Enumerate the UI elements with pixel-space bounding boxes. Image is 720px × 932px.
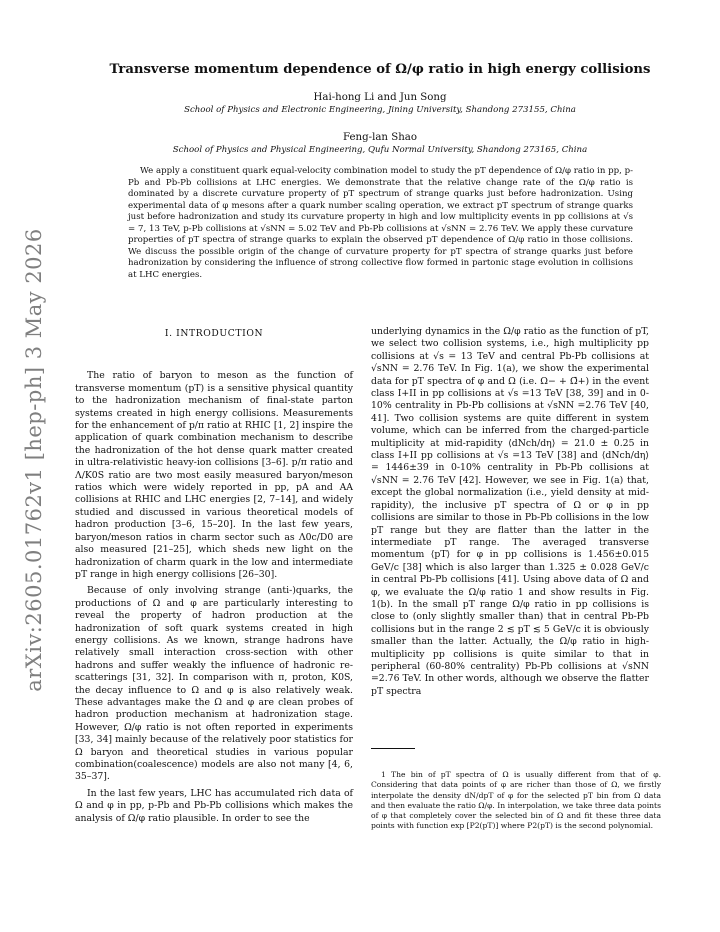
abstract-text: We apply a constituent quark equal-velocity combination model to study the pT dependence of Ω/φ ratio in pp, p-Pb and Pb-Pb collisions at LHC energies. We demonstrate that the relative change rate of the Ω/φ ratio is dominated by a discrete curvature property of pT spectrum of strange quarks just before hadronization. Using experimental data of φ mesons after a quark number scaling operation, we extract pT spectrum of strange quarks just before hadronization and study its curvature property in high and low multiplicity events in pp collisions at √s = 7, 13 TeV, p-Pb collisions at √sNN = 5.02 TeV and Pb-Pb collisions at √sNN = 2.76 TeV. We apply these curvature properties of pT spectra of strange quarks to explain the observed pT dependence of Ω/φ ratio in those collisions. We discuss the possible origin of the change of curvature property for pT spectra of strange quarks just before hadronization by considering the influence of strong collective flow formed in partonic stage evolution in collisions at LHC energies. [128, 166, 633, 280]
affiliation-2: School of Physics and Physical Engineering, Qufu Normal University, Shandong 273165, China [172, 145, 588, 155]
intro-paragraph-1: The ratio of baryon to meson as the function of transverse momentum (pT) is a sensitive physical quantity to the hadronization mechanism of final-state parton systems created in high energy collisions. Measurements for the enhancement of p/π ratio at RHIC [1, 2] inspire the application of quark combination mechanism to describe the hadronization of the hot dense quark matter created in ultra-relativistic heavy-ion collisions [3–6]. p/π ratio and Λ/K0S ratio are two most easily measured baryon/meson ratios which were widely reported in pp, pA and AA collisions at RHIC and LHC energies [2, 7–14], and widely studied and discussed in various theoretical models of hadron production [3–6, 15–20]. In the last few years, baryon/meson ratios in charm sector such as Λ0c/D0 are also measured [21–25], which sheds new light on the hadronization of charm quark in the low and intermediate pT range in high energy collisions [26–30]. [75, 370, 353, 580]
left-column [75, 326, 353, 829]
section-heading: I. INTRODUCTION [164, 328, 264, 339]
footnote-rule [371, 748, 415, 749]
affiliation-1: School of Physics and Electronic Engineering, Jining University, Shandong 273155, China [184, 105, 576, 115]
intro-paragraph-2: Because of only involving strange (anti-)quarks, the productions of Ω and φ are particularly interesting to reveal the property of hadron production at the hadronization of soft quark systems created in high energy collisions. As we known, strange hadrons have relatively small interaction cross-section with other hadrons and suffer weakly the influence of hadronic re-scatterings [31, 32]. In comparison with π, proton, K0S, the decay influence to Ω and φ is also relatively weak. These advantages make the Ω and φ are clean probes of hadron production mechanism at hadronization stage. However, Ω/φ ratio is not often reported in experiments [33, 34] mainly because of the relatively poor statistics for Ω baryon and theoretical studies in various popular combination(coalescence) models are also not many [4, 6, 35–37]. [75, 585, 353, 783]
intro-paragraph-3: In the last few years, LHC has accumulated rich data of Ω and φ in pp, p-Pb and Pb-Pb collisions which makes the analysis of Ω/φ ratio plausible. In order to see the [75, 787, 353, 824]
authors-line-1: Hai-hong Li and Jun Song [313, 92, 447, 103]
right-column [371, 326, 649, 702]
arxiv-identifier [14, 228, 54, 692]
arxiv-id-text: arXiv:2605.01762v1 [hep-ph] 3 May 2026 [22, 228, 46, 692]
intro-paragraph-continued: underlying dynamics in the Ω/φ ratio as the function of pT, we select two collision systems, i.e., high multiplicity pp collisions at √s = 13 TeV and central Pb-Pb collisions at √sNN = 2.76 TeV. In Fig. 1(a), we show the experimental data for pT spectra of φ and Ω (i.e. Ω− + Ω̄+) in the event class I+II in pp collisions at √s =13 TeV [38, 39] and in 0-10% centrality in Pb-Pb collisions at √sNN =2.76 TeV [40, 41]. Two collision systems are quite different in system volume, which can be inferred from the charged-particle multiplicity at mid-rapidity ⟨dNch/dη⟩ = 21.0 ± 0.25 in class I+II pp collisions at √s =13 TeV [38] and ⟨dNch/dη⟩ = 1446±39 in 0-10% centrality in Pb-Pb collisions at √sNN = 2.76 TeV [42]. However, we see in Fig. 1(a) that, except the global normalization (i.e., yield density at mid-rapidity), the inclusive pT spectra of Ω or φ in pp collisions are similar to those in Pb-Pb collisions in the low pT range but they are flatter than the latter in the intermediate pT range. The averaged transverse momentum ⟨pT⟩ for φ in pp collisions is 1.456±0.015 GeV/c [38] which is also larger than 1.325 ± 0.028 GeV/c in central Pb-Pb collisions [41]. Using above data of Ω and φ, we evaluate the Ω/φ ratio 1 and show results in Fig. 1(b). In the small pT range Ω/φ ratio in pp collisions is close to (only slightly smaller than) that in central Pb-Pb collisions but in the range 2 ≲ pT ≲ 5 GeV/c it is obviously smaller than the latter. Actually, the Ω/φ ratio in high-multiplicity pp collisions is quite similar to that in peripheral (60-80% centrality) Pb-Pb collisions at √sNN =2.76 TeV. In other words, although we observe the flatter pT spectra [371, 326, 649, 697]
paper-title: Transverse momentum dependence of Ω/φ ratio in high energy collisions [109, 62, 651, 77]
abstract [128, 166, 633, 281]
authors-line-2: Feng-lan Shao [343, 132, 417, 143]
footnote [371, 770, 661, 832]
footnote-text: 1 The bin of pT spectra of Ω is usually different from that of φ. Considering that data points of φ are richer than those of Ω, we firstly interpolate the density dN/dpT of φ for the selected pT bin from Ω data and then evaluate the ratio Ω/φ. In interpolation, we take three data points of φ that completely cover the selected bin of Ω and fit these three data points with function exp [P2(pT)] where P2(pT) is the second polynomial. [371, 770, 661, 831]
